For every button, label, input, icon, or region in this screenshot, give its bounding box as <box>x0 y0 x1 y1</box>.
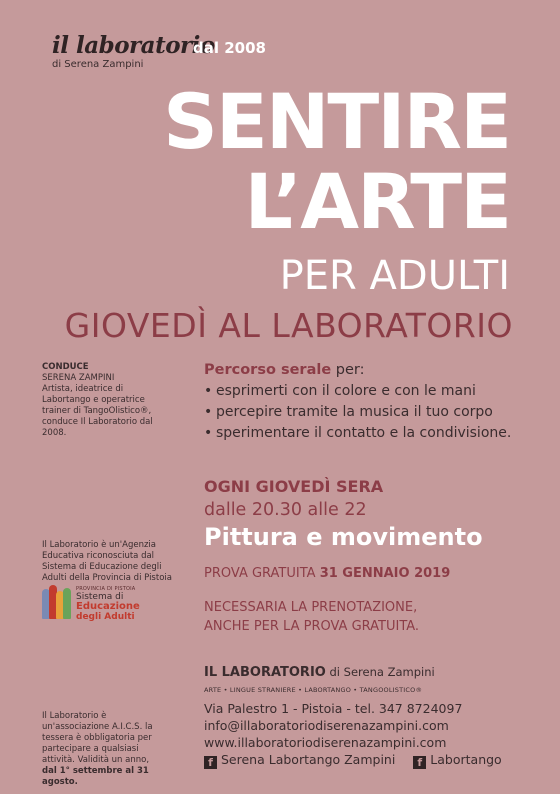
percorso-heading <box>204 362 365 378</box>
contact-address: Via Palestro 1 - Pistoia - tel. 347 8724097 <box>204 701 463 716</box>
booking-note-1: NECESSARIA LA PRENOTAZIONE, <box>204 600 418 615</box>
brand-subtitle: di Serena Zampini <box>52 59 144 70</box>
schedule-time: dalle 20.30 alle 22 <box>204 500 367 520</box>
facebook-icon: f <box>413 756 426 769</box>
facebook-links <box>204 752 502 769</box>
brand-since: dal 2008 <box>193 39 266 57</box>
facebook-icon: f <box>204 756 217 769</box>
headline-giovedi: GIOVEDÌ AL LABORATORIO <box>64 306 513 345</box>
conduce-block <box>42 362 157 439</box>
contact-lab-sub: di Serena Zampini <box>325 665 435 679</box>
schedule-day: OGNI GIOVEDÌ SERA <box>204 477 384 496</box>
facebook-link-1[interactable]: Serena Labortango Zampini <box>221 752 396 767</box>
percorso-rest: per: <box>331 362 365 378</box>
contact-lab-name: IL LABORATORIO <box>204 665 326 680</box>
aics-dates: dal 1° settembre al 31 agosto. <box>42 766 149 787</box>
list-item: • esprimerti con il colore e con le mani <box>204 381 524 402</box>
badge-educazione: Educazione <box>76 601 140 612</box>
aics-block <box>42 711 172 788</box>
aics-text: Il Laboratorio è un'associazione A.I.C.S. la tessera è obbligatoria per partecipare a qualsiasi attività. Validità un anno, <box>42 711 153 765</box>
list-item: • percepire tramite la musica il tuo corpo <box>204 402 524 423</box>
list-item: • sperimentare il contatto e la condivisione. <box>204 423 524 444</box>
headline-arte: L’ARTE <box>244 157 510 246</box>
badge-adulti: degli Adulti <box>76 612 135 622</box>
contact-tags: ARTE • LINGUE STRANIERE • LABORTANGO • TANGOOLISTICO® <box>204 686 423 694</box>
conduce-label: CONDUCE <box>42 362 89 372</box>
facebook-link-2[interactable]: Labortango <box>430 752 502 767</box>
course-title: Pittura e movimento <box>204 523 483 551</box>
contact-email[interactable]: info@illaboratoriodiserenazampini.com <box>204 718 449 733</box>
free-trial <box>204 566 450 581</box>
educazione-adulti-logo <box>42 583 160 621</box>
free-trial-label: PROVA GRATUITA <box>204 566 320 581</box>
booking-note-2: ANCHE PER LA PROVA GRATUITA. <box>204 619 420 634</box>
headline-per-adulti: PER ADULTI <box>279 253 510 299</box>
conduce-text: SERENA ZAMPINI Artista, ideatrice di Labortango e operatrice trainer di TangoOlistico®, conduce Il Laboratorio dal 2008. <box>42 373 153 438</box>
agenzia-text: Il Laboratorio è un'Agenzia Educativa riconosciuta dal Sistema di Educazione degli Adulti della Provincia di Pistoia <box>42 540 172 583</box>
badge-sistema: Sistema di <box>76 592 124 602</box>
contact-website[interactable]: www.illaboratoriodiserenazampini.com <box>204 735 447 750</box>
people-icon <box>42 585 72 619</box>
percorso-list <box>204 381 524 444</box>
brand-logo: il laboratorio <box>52 32 215 59</box>
badge-province: PROVINCIA DI PISTOIA <box>76 586 136 592</box>
contact-name <box>204 665 435 680</box>
booking-note <box>204 598 419 636</box>
headline-sentire: SENTIRE <box>163 77 510 166</box>
percorso-bold: Percorso serale <box>204 362 332 378</box>
free-trial-date: 31 GENNAIO 2019 <box>319 566 451 581</box>
